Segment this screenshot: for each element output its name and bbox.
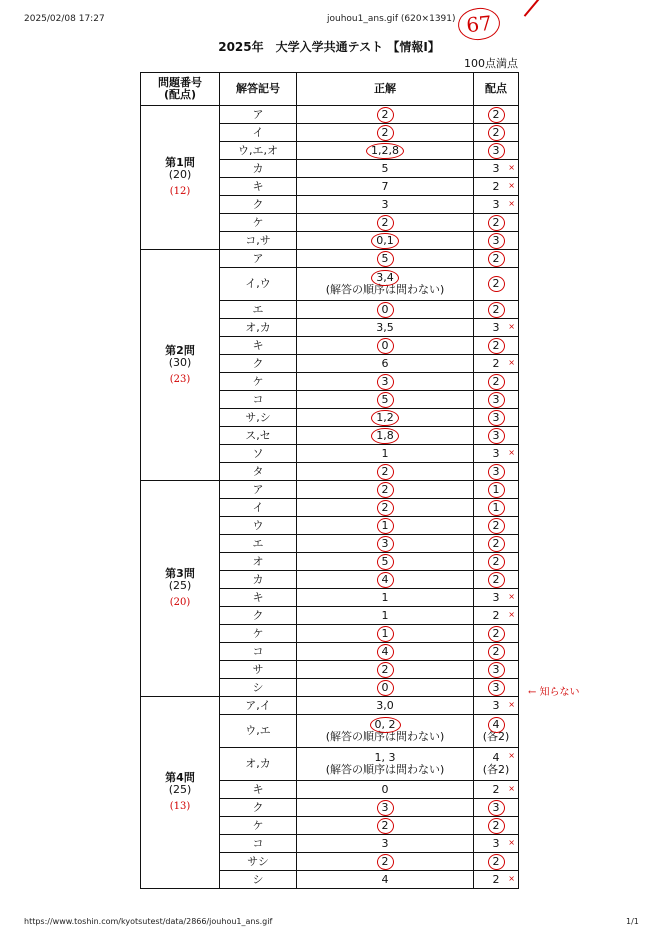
points-each: (各2) <box>482 763 510 776</box>
points-cell <box>474 679 519 697</box>
answer-value-cell <box>297 643 474 661</box>
points-cell <box>474 571 519 589</box>
answer-value-cell <box>297 160 474 178</box>
points-cell <box>474 160 519 178</box>
answer-value: 2 <box>381 500 389 514</box>
points-cell <box>474 553 519 571</box>
points-value: 2 <box>492 356 500 370</box>
question-cell <box>141 697 220 889</box>
answer-value: 3,4 <box>376 271 394 284</box>
answer-value: 2 <box>381 215 389 229</box>
answer-value-cell <box>297 319 474 337</box>
answer-value-cell <box>297 427 474 445</box>
points-value: 3 <box>492 143 500 157</box>
answer-symbol: イ,ウ <box>220 268 297 301</box>
answer-value: 2 <box>381 125 389 139</box>
answer-symbol: ク <box>220 196 297 214</box>
points-cell <box>474 214 519 232</box>
points-cell <box>474 799 519 817</box>
points-cell <box>474 853 519 871</box>
answer-value: 6 <box>381 356 389 370</box>
answer-value: 5 <box>381 161 389 175</box>
answer-value: 5 <box>381 251 389 265</box>
points-cell <box>474 196 519 214</box>
total-points: 100点満点 <box>464 57 518 70</box>
answer-symbol: ア <box>220 481 297 499</box>
answer-value-cell <box>297 409 474 427</box>
points-cell <box>474 817 519 835</box>
doc-title: 2025年 大学入学共通テスト 【情報Ⅰ】 <box>218 40 440 54</box>
answer-symbol: ウ,エ,オ <box>220 142 297 160</box>
answer-value: 3 <box>381 800 389 814</box>
answer-value-cell <box>297 301 474 319</box>
points-value: 2 <box>492 626 500 640</box>
question-earned: (20) <box>169 597 191 608</box>
points-value: 3 <box>492 161 500 175</box>
answer-value-cell <box>297 337 474 355</box>
question-points: (25) <box>168 783 192 796</box>
answer-symbol: ア <box>220 250 297 268</box>
answer-value-cell <box>297 589 474 607</box>
score-underline <box>524 0 541 16</box>
points-value: 3 <box>492 410 500 424</box>
answer-value: 1,8 <box>376 428 394 442</box>
answer-symbol: コ,サ <box>220 232 297 250</box>
points-value: 2 <box>492 818 500 832</box>
header-answer: 正解 <box>297 73 474 106</box>
answer-value-cell <box>297 799 474 817</box>
answer-symbol: オ <box>220 553 297 571</box>
answer-symbol: イ <box>220 124 297 142</box>
points-cell <box>474 517 519 535</box>
points-value: 1 <box>492 482 500 496</box>
answer-symbol: キ <box>220 178 297 196</box>
wrong-mark: × <box>508 448 515 457</box>
answer-value-cell <box>297 835 474 853</box>
answer-value-cell <box>297 871 474 889</box>
points-value: 3 <box>492 698 500 712</box>
answer-symbol: ウ,エ <box>220 715 297 748</box>
points-cell <box>474 445 519 463</box>
answer-row <box>141 481 519 499</box>
answer-symbol: サ <box>220 661 297 679</box>
answer-value-cell <box>297 517 474 535</box>
answer-value: 2 <box>381 464 389 478</box>
wrong-mark: × <box>508 199 515 208</box>
answer-value-cell <box>297 607 474 625</box>
print-datetime: 2025/02/08 17:27 <box>24 14 105 24</box>
answer-symbol: エ <box>220 535 297 553</box>
points-cell <box>474 661 519 679</box>
question-points: (30) <box>168 355 192 369</box>
answer-value-cell <box>297 661 474 679</box>
order-note: (解答の順序は問わない) <box>325 763 445 776</box>
answer-value: 1 <box>381 626 389 640</box>
answer-value: 3,5 <box>376 320 394 334</box>
points-cell <box>474 268 519 301</box>
points-cell <box>474 535 519 553</box>
answer-value-cell <box>297 178 474 196</box>
points-value: 2 <box>492 644 500 658</box>
points-value: 3 <box>492 836 500 850</box>
points-cell <box>474 781 519 799</box>
points-value: 3 <box>492 590 500 604</box>
handwritten-note: ← 知らない <box>528 687 580 698</box>
answer-value: 3 <box>381 197 389 211</box>
points-value: 2 <box>492 536 500 550</box>
answer-value-cell <box>297 781 474 799</box>
points-cell <box>474 178 519 196</box>
answer-value-cell <box>297 817 474 835</box>
question-number: 第1問 <box>165 156 195 169</box>
answer-value: 2 <box>381 107 389 121</box>
points-value: 1 <box>492 500 500 514</box>
points-value: 2 <box>492 107 500 121</box>
answer-value: 2 <box>381 482 389 496</box>
answer-row <box>141 697 519 715</box>
answer-value: 1,2 <box>376 410 394 424</box>
points-value: 3 <box>492 464 500 478</box>
header-question-label: 問題番号 <box>158 76 202 89</box>
answer-value: 3 <box>381 536 389 550</box>
answer-value: 4 <box>381 644 389 658</box>
answer-symbol: ケ <box>220 625 297 643</box>
answer-symbol: ア <box>220 106 297 124</box>
points-cell <box>474 871 519 889</box>
points-value: 3 <box>492 446 500 460</box>
answer-row <box>141 250 519 268</box>
answer-value: 1 <box>381 446 389 460</box>
answer-value-cell <box>297 355 474 373</box>
points-value: 3 <box>492 662 500 676</box>
wrong-mark: × <box>508 181 515 190</box>
question-cell <box>141 106 220 250</box>
print-url: https://www.toshin.com/kyotsutest/data/2866/jouhou1_ans.gif <box>24 917 273 926</box>
question-cell <box>141 250 220 481</box>
answer-symbol: ケ <box>220 214 297 232</box>
answer-symbol: コ <box>220 835 297 853</box>
answer-value: 4 <box>381 572 389 586</box>
answer-rows <box>141 106 519 889</box>
answer-value-cell <box>297 481 474 499</box>
header-question-sub: (配点) <box>163 88 197 101</box>
answer-symbol: ク <box>220 799 297 817</box>
points-cell <box>474 337 519 355</box>
points-value: 3 <box>492 680 500 694</box>
answer-value-cell <box>297 232 474 250</box>
answer-value-cell <box>297 715 474 748</box>
answer-symbol: ソ <box>220 445 297 463</box>
answer-value: 1 <box>381 608 389 622</box>
points-value: 3 <box>492 233 500 247</box>
answer-value-cell <box>297 853 474 871</box>
answer-value: 2 <box>381 818 389 832</box>
answer-value: 1,2,8 <box>371 143 399 157</box>
answer-symbol: シ <box>220 679 297 697</box>
answer-value-cell <box>297 679 474 697</box>
answer-value: 5 <box>381 554 389 568</box>
order-note: (解答の順序は問わない) <box>325 730 445 743</box>
answer-symbol: ク <box>220 607 297 625</box>
answer-value: 3,0 <box>376 698 394 712</box>
answer-value: 0,1 <box>376 233 394 247</box>
answer-value-cell <box>297 196 474 214</box>
answer-value: 0 <box>381 302 389 316</box>
points-cell <box>474 643 519 661</box>
answer-value: 3 <box>381 836 389 850</box>
points-cell <box>474 481 519 499</box>
wrong-mark: × <box>508 751 515 760</box>
answer-value-cell <box>297 268 474 301</box>
points-cell <box>474 715 519 748</box>
points-cell <box>474 106 519 124</box>
answer-value-cell <box>297 142 474 160</box>
answer-value-cell <box>297 571 474 589</box>
answer-value-cell <box>297 535 474 553</box>
points-cell <box>474 301 519 319</box>
points-value: 4 <box>492 718 500 731</box>
answer-symbol: キ <box>220 337 297 355</box>
points-value: 3 <box>492 197 500 211</box>
answer-value-cell <box>297 106 474 124</box>
answer-value-cell <box>297 391 474 409</box>
wrong-mark: × <box>508 322 515 331</box>
answer-symbol: イ <box>220 499 297 517</box>
wrong-mark: × <box>508 592 515 601</box>
points-cell <box>474 124 519 142</box>
points-cell <box>474 625 519 643</box>
header-question <box>141 73 220 106</box>
question-points: (20) <box>168 168 192 181</box>
answer-value-cell <box>297 463 474 481</box>
points-value: 2 <box>492 374 500 388</box>
answer-symbol: シ <box>220 871 297 889</box>
answer-symbol: コ <box>220 643 297 661</box>
wrong-mark: × <box>508 163 515 172</box>
points-each: (各2) <box>482 730 510 743</box>
answer-symbol: コ <box>220 391 297 409</box>
answer-symbol: サ,シ <box>220 409 297 427</box>
points-cell <box>474 409 519 427</box>
points-cell <box>474 142 519 160</box>
answer-value: 1, 3 <box>374 751 396 764</box>
answer-symbol: オ,カ <box>220 319 297 337</box>
points-cell <box>474 355 519 373</box>
wrong-mark: × <box>508 838 515 847</box>
points-value: 2 <box>492 782 500 796</box>
points-value: 2 <box>492 338 500 352</box>
points-value: 2 <box>492 125 500 139</box>
header-points: 配点 <box>474 73 519 106</box>
points-value: 4 <box>492 751 500 764</box>
points-value: 2 <box>492 302 500 316</box>
answer-value: 0 <box>381 782 389 796</box>
answer-value: 1 <box>381 518 389 532</box>
answer-symbol: キ <box>220 781 297 799</box>
answer-value-cell <box>297 445 474 463</box>
answer-value-cell <box>297 250 474 268</box>
answer-value: 1 <box>381 590 389 604</box>
question-points: (25) <box>168 579 192 592</box>
wrong-mark: × <box>508 874 515 883</box>
answer-value-cell <box>297 625 474 643</box>
header-symbol: 解答記号 <box>220 73 297 106</box>
answer-symbol: エ <box>220 301 297 319</box>
points-value: 3 <box>492 800 500 814</box>
points-value: 2 <box>492 554 500 568</box>
answer-value-cell <box>297 499 474 517</box>
points-cell <box>474 427 519 445</box>
answer-row <box>141 106 519 124</box>
answer-symbol: ケ <box>220 817 297 835</box>
answer-symbol: サシ <box>220 853 297 871</box>
answer-value-cell <box>297 697 474 715</box>
answer-value: 7 <box>381 179 389 193</box>
answer-value-cell <box>297 214 474 232</box>
points-cell <box>474 835 519 853</box>
points-value: 2 <box>492 518 500 532</box>
print-page-number: 1/1 <box>626 917 639 926</box>
answer-symbol: ウ <box>220 517 297 535</box>
answer-symbol: キ <box>220 589 297 607</box>
question-earned: (23) <box>169 373 191 385</box>
print-filename: jouhou1_ans.gif (620×1391) <box>327 14 456 24</box>
points-cell <box>474 607 519 625</box>
answer-symbol: カ <box>220 160 297 178</box>
answer-value: 3 <box>381 374 389 388</box>
answer-value: 0, 2 <box>374 718 396 731</box>
points-value: 2 <box>492 179 500 193</box>
answer-symbol: ク <box>220 355 297 373</box>
answer-value: 0 <box>381 338 389 352</box>
answer-symbol: オ,カ <box>220 748 297 781</box>
points-cell <box>474 373 519 391</box>
points-cell <box>474 463 519 481</box>
points-cell <box>474 748 519 781</box>
score-mark: 67 <box>456 6 501 42</box>
answer-table <box>140 72 519 889</box>
points-value: 3 <box>492 320 500 334</box>
answer-symbol: ケ <box>220 373 297 391</box>
points-cell <box>474 589 519 607</box>
points-value: 2 <box>492 872 500 886</box>
question-number: 第4問 <box>165 771 195 784</box>
points-cell <box>474 232 519 250</box>
points-value: 2 <box>492 572 500 586</box>
wrong-mark: × <box>508 610 515 619</box>
question-number: 第3問 <box>165 567 195 580</box>
wrong-mark: × <box>508 784 515 793</box>
question-earned: (13) <box>169 801 191 812</box>
points-value: 2 <box>492 251 500 265</box>
points-value: 2 <box>492 277 500 290</box>
answer-symbol: カ <box>220 571 297 589</box>
points-value: 2 <box>492 854 500 868</box>
points-cell <box>474 319 519 337</box>
answer-value-cell <box>297 748 474 781</box>
points-cell <box>474 391 519 409</box>
answer-value-cell <box>297 553 474 571</box>
points-value: 3 <box>492 392 500 406</box>
answer-value: 0 <box>381 680 389 694</box>
answer-symbol: タ <box>220 463 297 481</box>
wrong-mark: × <box>508 358 515 367</box>
order-note: (解答の順序は問わない) <box>325 283 445 296</box>
answer-value-cell <box>297 124 474 142</box>
answer-value: 2 <box>381 662 389 676</box>
points-value: 3 <box>492 428 500 442</box>
wrong-mark: × <box>508 700 515 709</box>
question-cell <box>141 481 220 697</box>
question-earned: (12) <box>169 186 191 197</box>
answer-value: 4 <box>381 872 389 886</box>
points-value: 2 <box>492 215 500 229</box>
points-value: 2 <box>492 608 500 622</box>
question-number: 第2問 <box>165 343 195 357</box>
answer-value-cell <box>297 373 474 391</box>
points-cell <box>474 499 519 517</box>
points-cell <box>474 697 519 715</box>
answer-value: 2 <box>381 854 389 868</box>
points-cell <box>474 250 519 268</box>
answer-symbol: ア,イ <box>220 697 297 715</box>
answer-value: 5 <box>381 392 389 406</box>
answer-symbol: ス,セ <box>220 427 297 445</box>
